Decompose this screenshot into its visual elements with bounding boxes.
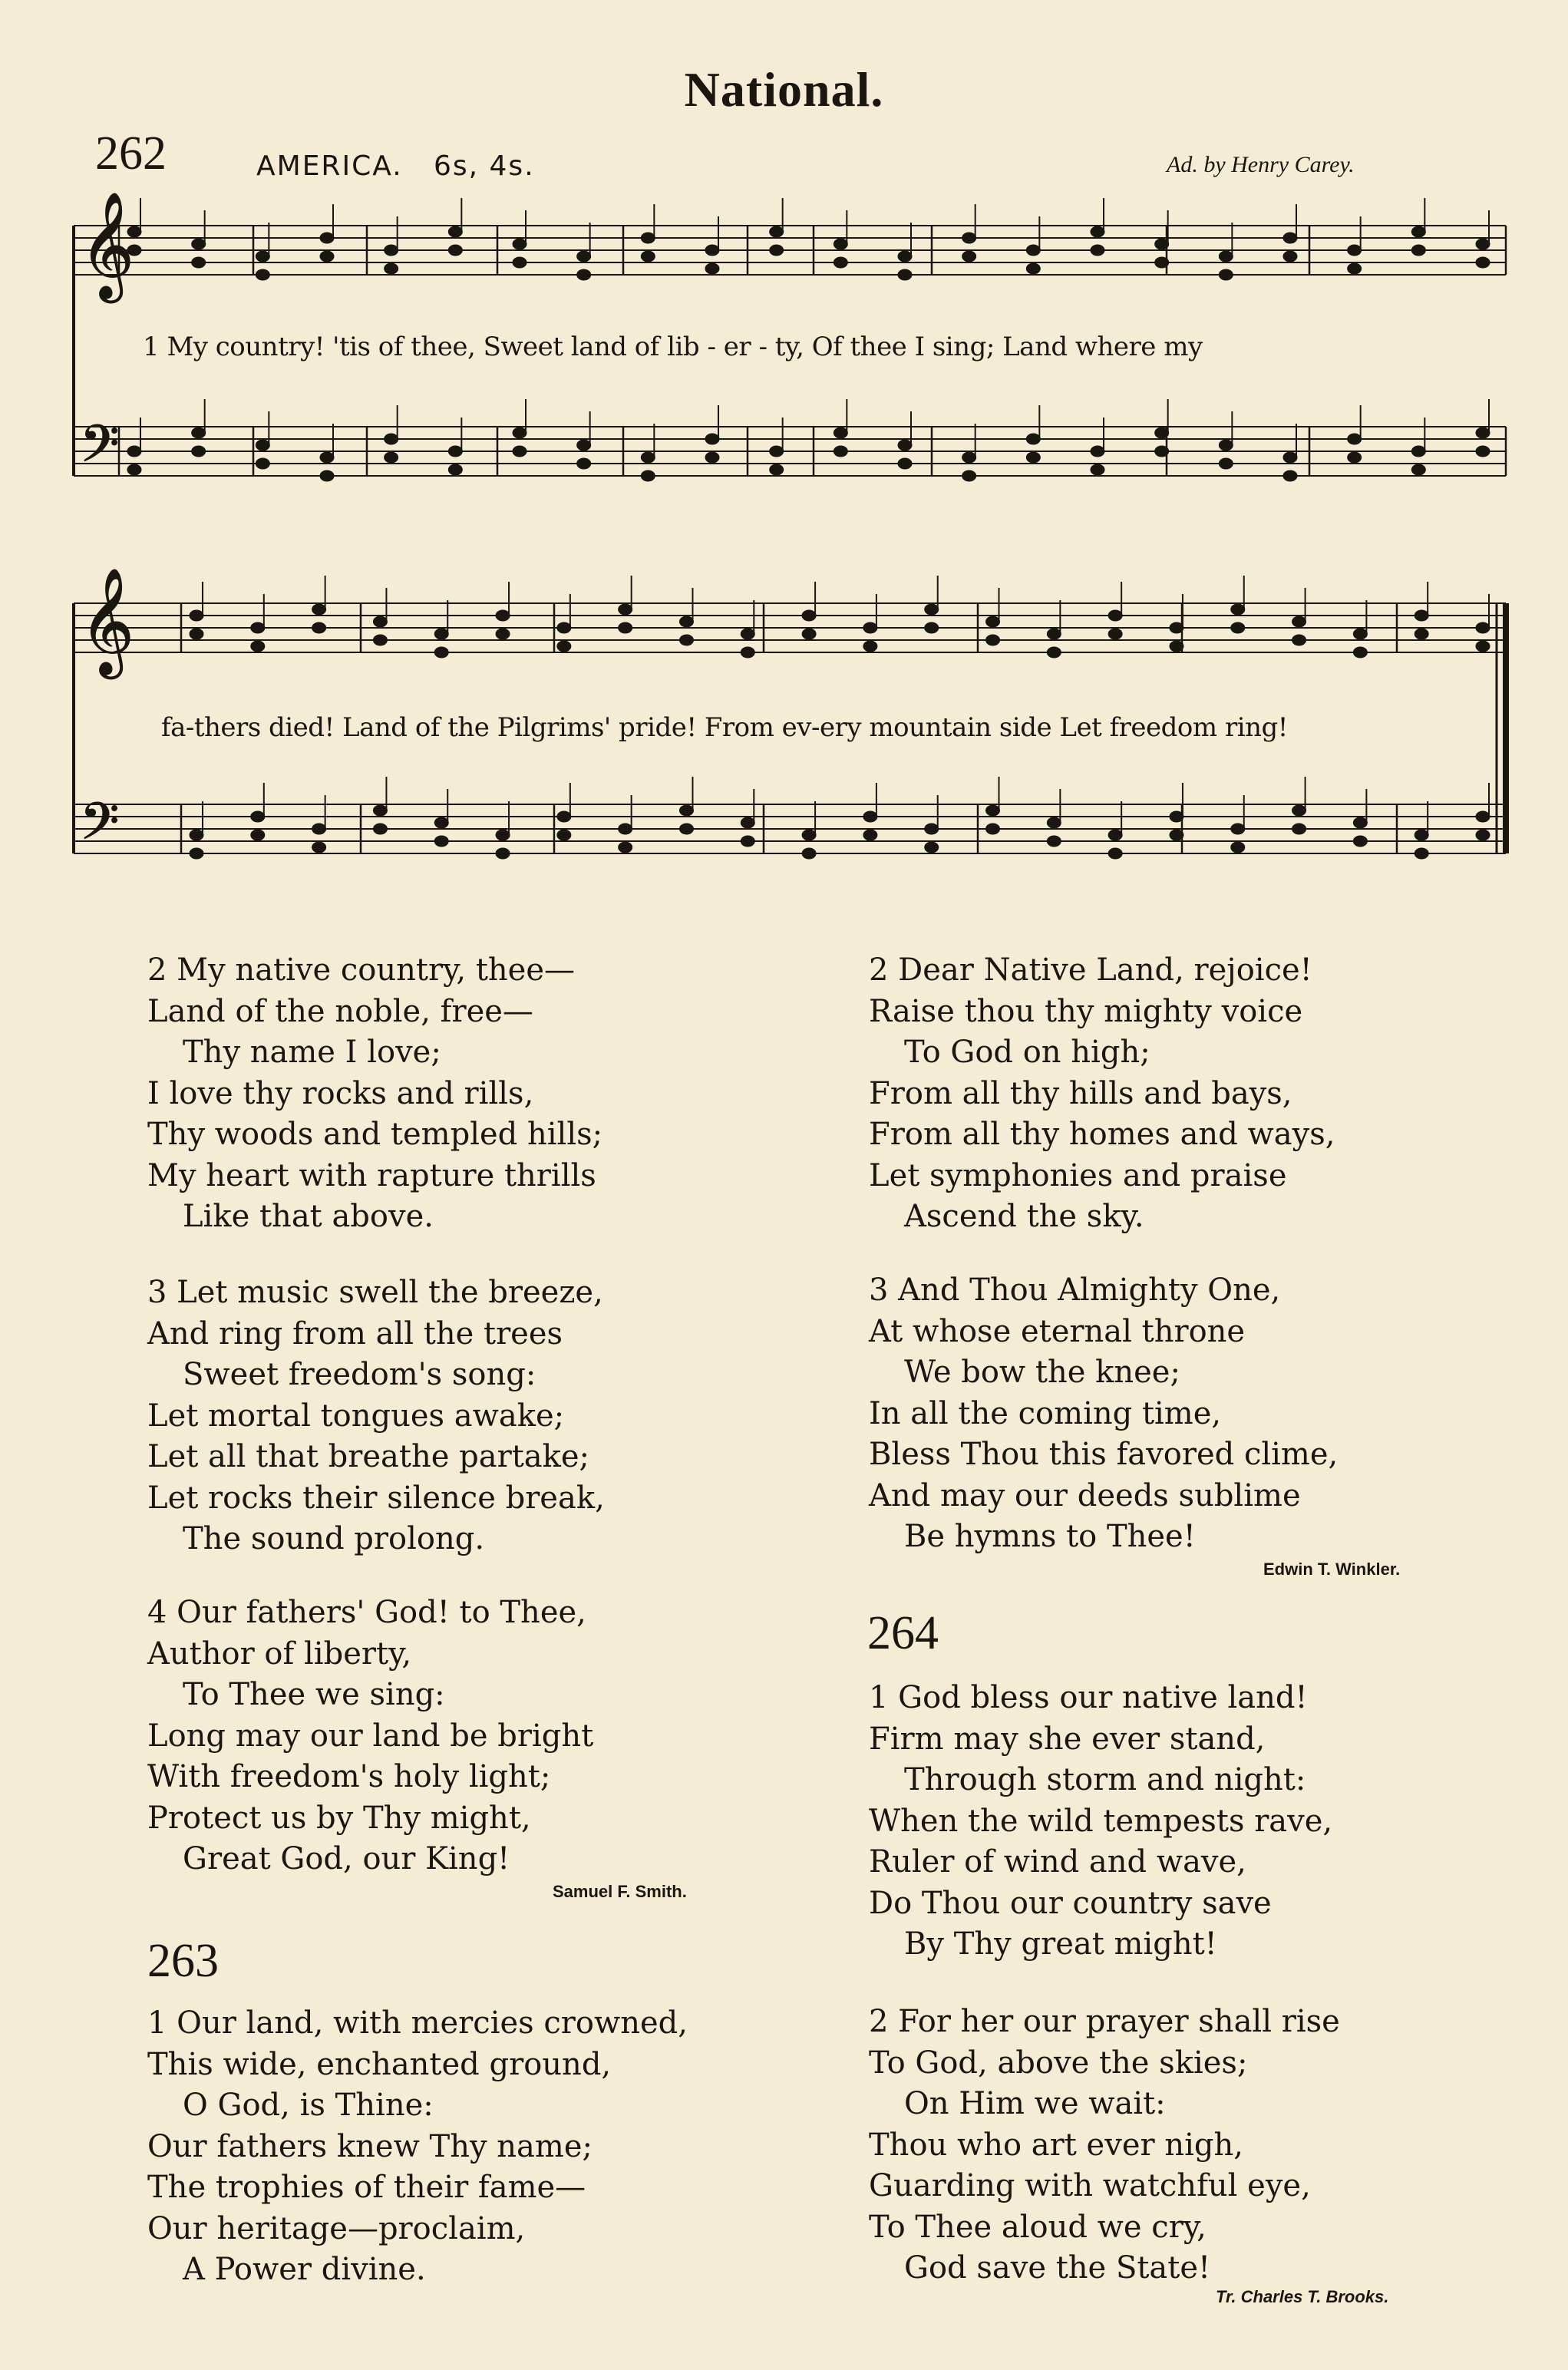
verse-line: And may our deeds sublime — [869, 1477, 1301, 1513]
verse-line: By Thy great might! — [904, 1926, 1217, 1962]
verse-line: Let mortal tongues awake; — [147, 1398, 565, 1434]
svg-text:𝄢: 𝄢 — [80, 792, 120, 863]
svg-text:𝄞: 𝄞 — [80, 568, 134, 675]
music-lyric-line-2: fa-thers died! Land of the Pilgrims' pride! From ev-ery mountain side Let freedom ring! — [161, 712, 1288, 743]
author-credit-262b: Edwin T. Winkler. — [1263, 1560, 1401, 1579]
verse-line: Sweet freedom's song: — [183, 1357, 536, 1392]
verse-line: 1 Our land, with mercies crowned, — [147, 2005, 688, 2041]
verse-line: Guarding with watchful eye, — [869, 2168, 1311, 2203]
verse-line: Thou who art ever nigh, — [869, 2127, 1243, 2163]
right-column-2 — [869, 1270, 1338, 1558]
verse-line: Land of the noble, free— — [147, 993, 533, 1029]
verse-line: Through storm and night: — [904, 1762, 1306, 1797]
hymn-264-text-2 — [869, 2002, 1340, 2289]
verse-line: To Thee aloud we cry, — [869, 2209, 1207, 2245]
verse-line: Be hymns to Thee! — [904, 1519, 1196, 1554]
verse-line: In all the coming time, — [869, 1395, 1222, 1431]
svg-text:𝄢: 𝄢 — [80, 414, 120, 486]
verse-line: Great God, our King! — [183, 1841, 510, 1877]
stanza-262-2 — [147, 950, 602, 1238]
verse-line: With freedom's holy light; — [147, 1759, 551, 1794]
left-column-2 — [147, 1272, 605, 1560]
verse-line: The trophies of their fame— — [147, 2170, 586, 2205]
verse-line: I love thy rocks and rills, — [147, 1075, 534, 1111]
verse-line: Our fathers knew Thy name; — [147, 2128, 593, 2164]
verse-line: Raise thou thy mighty voice — [869, 993, 1303, 1029]
verse-line: Let all that breathe partake; — [147, 1439, 589, 1474]
verse-line: This wide, enchanted ground, — [147, 2046, 612, 2082]
hymn-number-262: 262 — [95, 127, 167, 180]
left-column-3 — [147, 1593, 593, 1880]
verse-line: At whose eternal throne — [869, 1313, 1246, 1349]
stanza-264-1 — [869, 1678, 1332, 1966]
verse-line: 2 For her our prayer shall rise — [869, 2004, 1340, 2039]
stanza-262b-3 — [869, 1270, 1338, 1558]
tune-meter: 6s, 4s. — [433, 150, 535, 182]
verse-line: Like that above. — [183, 1199, 434, 1234]
verse-line: Long may our land be bright — [147, 1718, 594, 1754]
verse-line: Author of liberty, — [147, 1636, 412, 1672]
stanza-263-1 — [147, 2003, 688, 2291]
stanza-262b-2 — [869, 950, 1335, 1238]
verse-line: To God, above the skies; — [869, 2045, 1248, 2081]
verse-line: Thy woods and templed hills; — [147, 1117, 603, 1152]
stanza-264-2 — [869, 2002, 1340, 2289]
verse-line: Let symphonies and praise — [869, 1157, 1287, 1193]
tune-attribution: Ad. by Henry Carey. — [1167, 152, 1355, 177]
verse-line: Thy name I love; — [183, 1035, 441, 1070]
page-title: National. — [684, 62, 884, 117]
verse-line: 3 And Thou Almighty One, — [869, 1272, 1281, 1308]
verse-line: A Power divine. — [183, 2252, 426, 2287]
left-column — [147, 950, 602, 1238]
author-credit-262: Samuel F. Smith. — [553, 1882, 687, 1901]
verse-line: 2 My native country, thee— — [147, 952, 575, 988]
verse-line: My heart with rapture thrills — [147, 1157, 596, 1193]
verse-line: Ascend the sky. — [904, 1199, 1144, 1234]
verse-line: To God on high; — [904, 1035, 1150, 1070]
verse-line: 3 Let music swell the breeze, — [147, 1275, 603, 1310]
verse-line: From all thy hills and bays, — [869, 1075, 1292, 1111]
tune-title: AMERICA. — [256, 150, 403, 182]
music-lyric-line-1: 1 My country! 'tis of thee, Sweet land of lib - er - ty, Of thee I sing; Land where my — [143, 332, 1203, 362]
hymn-number-264: 264 — [867, 1607, 939, 1659]
author-credit-264: Tr. Charles T. Brooks. — [1216, 2287, 1389, 2306]
verse-line: 1 God bless our native land! — [869, 1680, 1308, 1715]
verse-line: Our heritage—proclaim, — [147, 2210, 526, 2246]
hymn-264-text — [869, 1678, 1332, 1966]
svg-text:𝄞: 𝄞 — [80, 192, 134, 299]
verse-line: We bow the knee; — [904, 1355, 1180, 1390]
verse-line: O God, is Thine: — [183, 2088, 434, 2123]
verse-line: Protect us by Thy might, — [147, 1800, 531, 1836]
verse-line: Ruler of wind and wave, — [869, 1844, 1246, 1880]
verse-line: Firm may she ever stand, — [869, 1721, 1266, 1757]
verse-line: When the wild tempests rave, — [869, 1803, 1333, 1839]
verse-line: On Him we wait: — [904, 2086, 1166, 2121]
verse-line: 2 Dear Native Land, rejoice! — [869, 952, 1312, 988]
verse-line: 4 Our fathers' God! to Thee, — [147, 1595, 586, 1630]
hymn-263-text — [147, 2003, 688, 2291]
sheet-music — [0, 0, 1568, 921]
verse-line: Bless Thou this favored clime, — [869, 1437, 1339, 1472]
right-column — [869, 950, 1335, 1238]
hymn-number-263: 263 — [147, 1935, 219, 1987]
verse-line: Let rocks their silence break, — [147, 1480, 605, 1516]
verse-line: The sound prolong. — [183, 1521, 485, 1556]
verse-line: Do Thou our country save — [869, 1885, 1272, 1921]
verse-line: And ring from all the trees — [147, 1315, 563, 1352]
stanza-262-4 — [147, 1593, 593, 1880]
verse-line: To Thee we sing: — [183, 1677, 445, 1712]
verse-line: From all thy homes and ways, — [869, 1117, 1335, 1152]
stanza-262-3 — [147, 1272, 605, 1560]
verse-line: God save the State! — [904, 2250, 1211, 2286]
